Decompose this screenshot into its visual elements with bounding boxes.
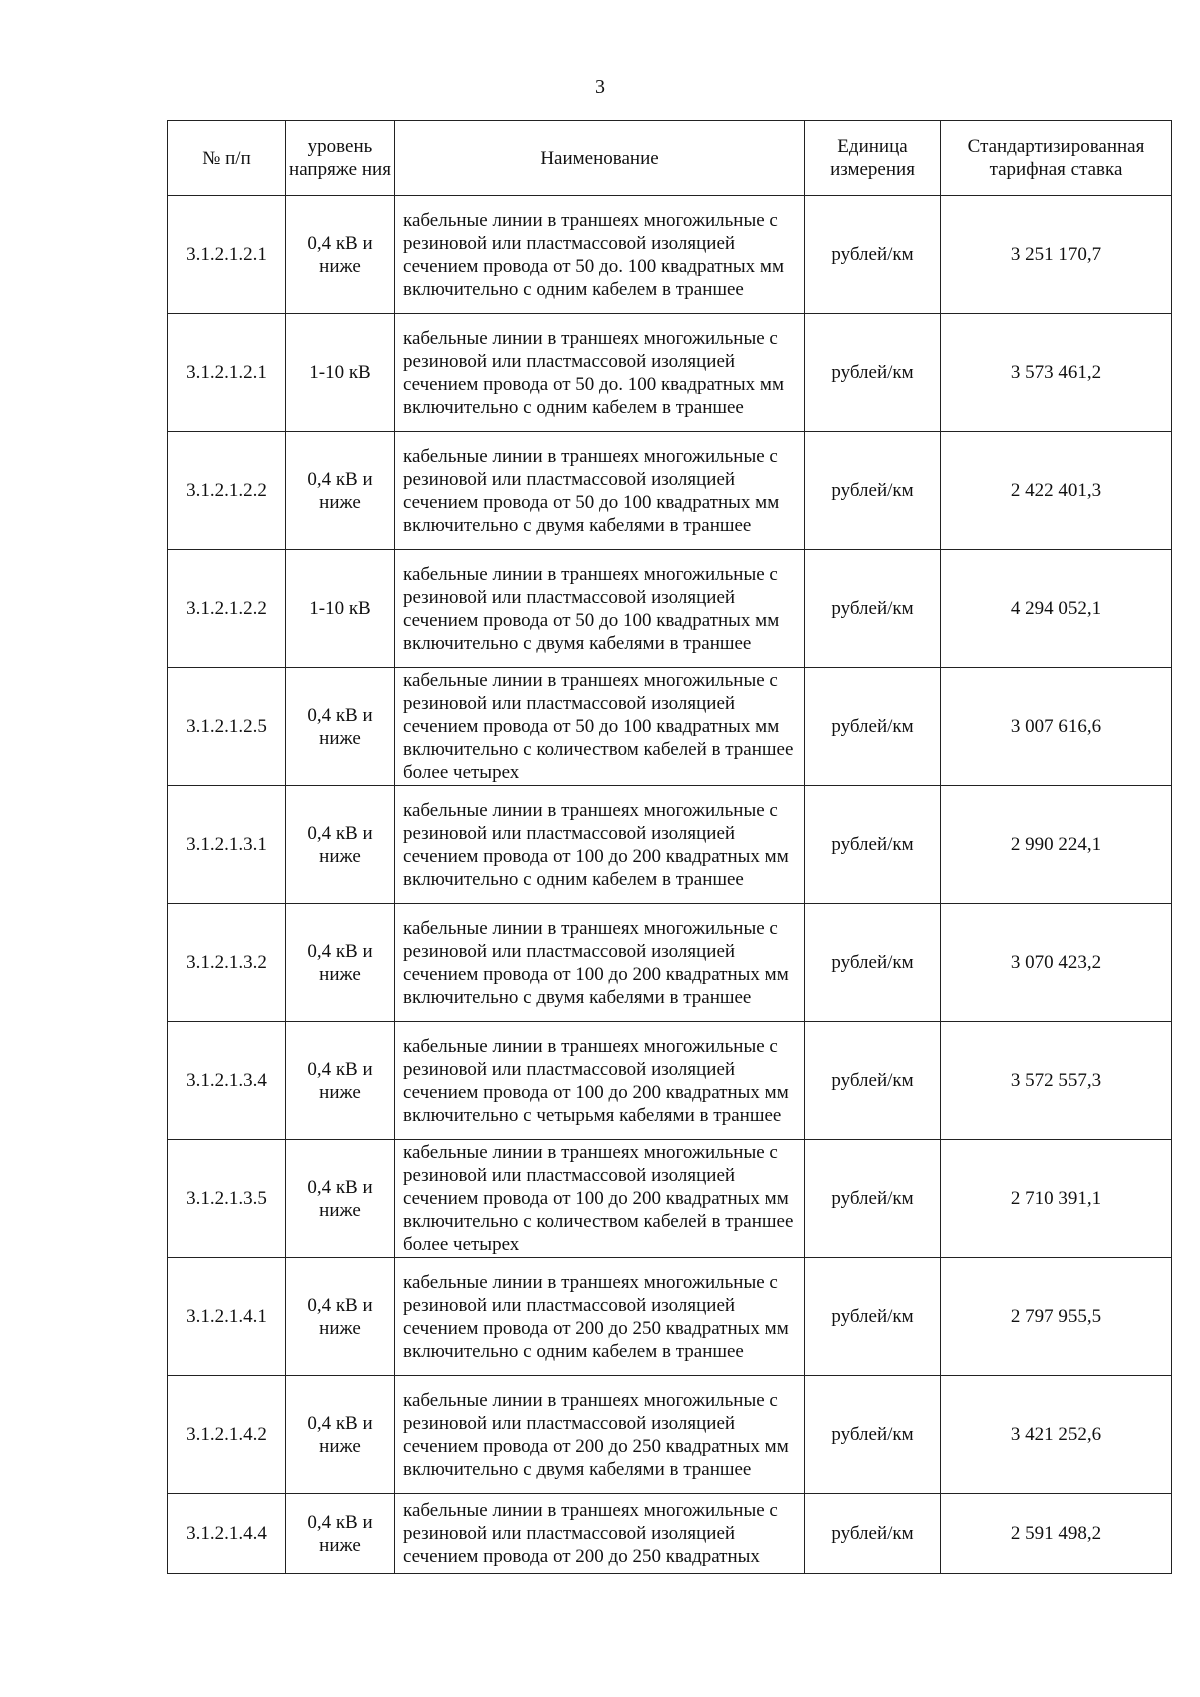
cell-voltage: 0,4 кВ и ниже xyxy=(286,1494,395,1574)
cell-name: кабельные линии в траншеях многожильные с резиновой или пластмассовой изоляцией сечением провода от 50 до. 100 квадратных мм включительно с одним кабелем в траншее xyxy=(395,196,805,314)
cell-name: кабельные линии в траншеях многожильные с резиновой или пластмассовой изоляцией сечением провода от 200 до 250 квадратных мм включительно с двумя кабелями в траншее xyxy=(395,1376,805,1494)
cell-unit: рублей/км xyxy=(805,786,941,904)
header-num: № п/п xyxy=(168,121,286,196)
cell-name: кабельные линии в траншеях многожильные с резиновой или пластмассовой изоляцией сечением провода от 100 до 200 квадратных мм включительно с количеством кабелей в траншее более четырех xyxy=(395,1140,805,1258)
cell-name: кабельные линии в траншеях многожильные с резиновой или пластмассовой изоляцией сечением провода от 200 до 250 квадратных мм включительно с одним кабелем в траншее xyxy=(395,1258,805,1376)
cell-num: 3.1.2.1.2.5 xyxy=(168,668,286,786)
table-row xyxy=(168,432,1172,550)
cell-voltage: 0,4 кВ и ниже xyxy=(286,786,395,904)
table-body xyxy=(168,196,1172,1574)
table-row xyxy=(168,196,1172,314)
cell-name: кабельные линии в траншеях многожильные с резиновой или пластмассовой изоляцией сечением провода от 50 до 100 квадратных мм включительно с двумя кабелями в траншее xyxy=(395,550,805,668)
cell-name: кабельные линии в траншеях многожильные с резиновой или пластмассовой изоляцией сечением провода от 100 до 200 квадратных мм включительно с одним кабелем в траншее xyxy=(395,786,805,904)
cell-num: 3.1.2.1.4.2 xyxy=(168,1376,286,1494)
cell-rate: 2 990 224,1 xyxy=(941,786,1172,904)
table-row xyxy=(168,904,1172,1022)
cell-unit: рублей/км xyxy=(805,550,941,668)
table-row xyxy=(168,1494,1172,1574)
cell-num: 3.1.2.1.3.4 xyxy=(168,1022,286,1140)
cell-name: кабельные линии в траншеях многожильные с резиновой или пластмассовой изоляцией сечением провода от 50 до 100 квадратных мм включительно с двумя кабелями в траншее xyxy=(395,432,805,550)
header-name: Наименование xyxy=(395,121,805,196)
table-row xyxy=(168,786,1172,904)
cell-voltage: 1-10 кВ xyxy=(286,314,395,432)
cell-voltage: 1-10 кВ xyxy=(286,550,395,668)
cell-name: кабельные линии в траншеях многожильные с резиновой или пластмассовой изоляцией сечением провода от 50 до. 100 квадратных мм включительно с одним кабелем в траншее xyxy=(395,314,805,432)
cell-voltage: 0,4 кВ и ниже xyxy=(286,668,395,786)
cell-voltage: 0,4 кВ и ниже xyxy=(286,1376,395,1494)
cell-unit: рублей/км xyxy=(805,1022,941,1140)
cell-num: 3.1.2.1.4.1 xyxy=(168,1258,286,1376)
cell-rate: 2 591 498,2 xyxy=(941,1494,1172,1574)
cell-voltage: 0,4 кВ и ниже xyxy=(286,1258,395,1376)
cell-rate: 3 573 461,2 xyxy=(941,314,1172,432)
page-number: 3 xyxy=(595,76,605,98)
cell-num: 3.1.2.1.2.2 xyxy=(168,432,286,550)
table-row xyxy=(168,668,1172,786)
cell-name: кабельные линии в траншеях многожильные с резиновой или пластмассовой изоляцией сечением провода от 50 до 100 квадратных мм включительно с количеством кабелей в траншее более четырех xyxy=(395,668,805,786)
tariff-table xyxy=(167,120,1172,1574)
cell-unit: рублей/км xyxy=(805,432,941,550)
cell-unit: рублей/км xyxy=(805,1258,941,1376)
table-row xyxy=(168,1140,1172,1258)
header-rate: Стандартизированная тарифная ставка xyxy=(941,121,1172,196)
header-unit: Единица измерения xyxy=(805,121,941,196)
cell-rate: 3 070 423,2 xyxy=(941,904,1172,1022)
table-row xyxy=(168,1376,1172,1494)
header-voltage: уровень напряже ния xyxy=(286,121,395,196)
cell-num: 3.1.2.1.3.1 xyxy=(168,786,286,904)
cell-unit: рублей/км xyxy=(805,1140,941,1258)
cell-num: 3.1.2.1.3.2 xyxy=(168,904,286,1022)
cell-unit: рублей/км xyxy=(805,1494,941,1574)
cell-rate: 3 007 616,6 xyxy=(941,668,1172,786)
cell-unit: рублей/км xyxy=(805,904,941,1022)
table-row xyxy=(168,1258,1172,1376)
cell-unit: рублей/км xyxy=(805,196,941,314)
cell-unit: рублей/км xyxy=(805,314,941,432)
cell-rate: 3 572 557,3 xyxy=(941,1022,1172,1140)
cell-voltage: 0,4 кВ и ниже xyxy=(286,196,395,314)
cell-rate: 3 251 170,7 xyxy=(941,196,1172,314)
cell-name: кабельные линии в траншеях многожильные с резиновой или пластмассовой изоляцией сечением провода от 100 до 200 квадратных мм включительно с двумя кабелями в траншее xyxy=(395,904,805,1022)
cell-voltage: 0,4 кВ и ниже xyxy=(286,432,395,550)
cell-voltage: 0,4 кВ и ниже xyxy=(286,1022,395,1140)
cell-rate: 2 710 391,1 xyxy=(941,1140,1172,1258)
cell-num: 3.1.2.1.2.1 xyxy=(168,196,286,314)
table-row xyxy=(168,314,1172,432)
cell-num: 3.1.2.1.4.4 xyxy=(168,1494,286,1574)
cell-voltage: 0,4 кВ и ниже xyxy=(286,1140,395,1258)
cell-unit: рублей/км xyxy=(805,668,941,786)
cell-rate: 3 421 252,6 xyxy=(941,1376,1172,1494)
table-header-row xyxy=(168,121,1172,196)
cell-unit: рублей/км xyxy=(805,1376,941,1494)
cell-rate: 2 422 401,3 xyxy=(941,432,1172,550)
cell-voltage: 0,4 кВ и ниже xyxy=(286,904,395,1022)
cell-num: 3.1.2.1.2.1 xyxy=(168,314,286,432)
cell-num: 3.1.2.1.3.5 xyxy=(168,1140,286,1258)
cell-name: кабельные линии в траншеях многожильные с резиновой или пластмассовой изоляцией сечением провода от 200 до 250 квадратных xyxy=(395,1494,805,1574)
cell-name: кабельные линии в траншеях многожильные с резиновой или пластмассовой изоляцией сечением провода от 100 до 200 квадратных мм включительно с четырьмя кабелями в траншее xyxy=(395,1022,805,1140)
cell-rate: 2 797 955,5 xyxy=(941,1258,1172,1376)
table-row xyxy=(168,1022,1172,1140)
table-row xyxy=(168,550,1172,668)
cell-num: 3.1.2.1.2.2 xyxy=(168,550,286,668)
cell-rate: 4 294 052,1 xyxy=(941,550,1172,668)
